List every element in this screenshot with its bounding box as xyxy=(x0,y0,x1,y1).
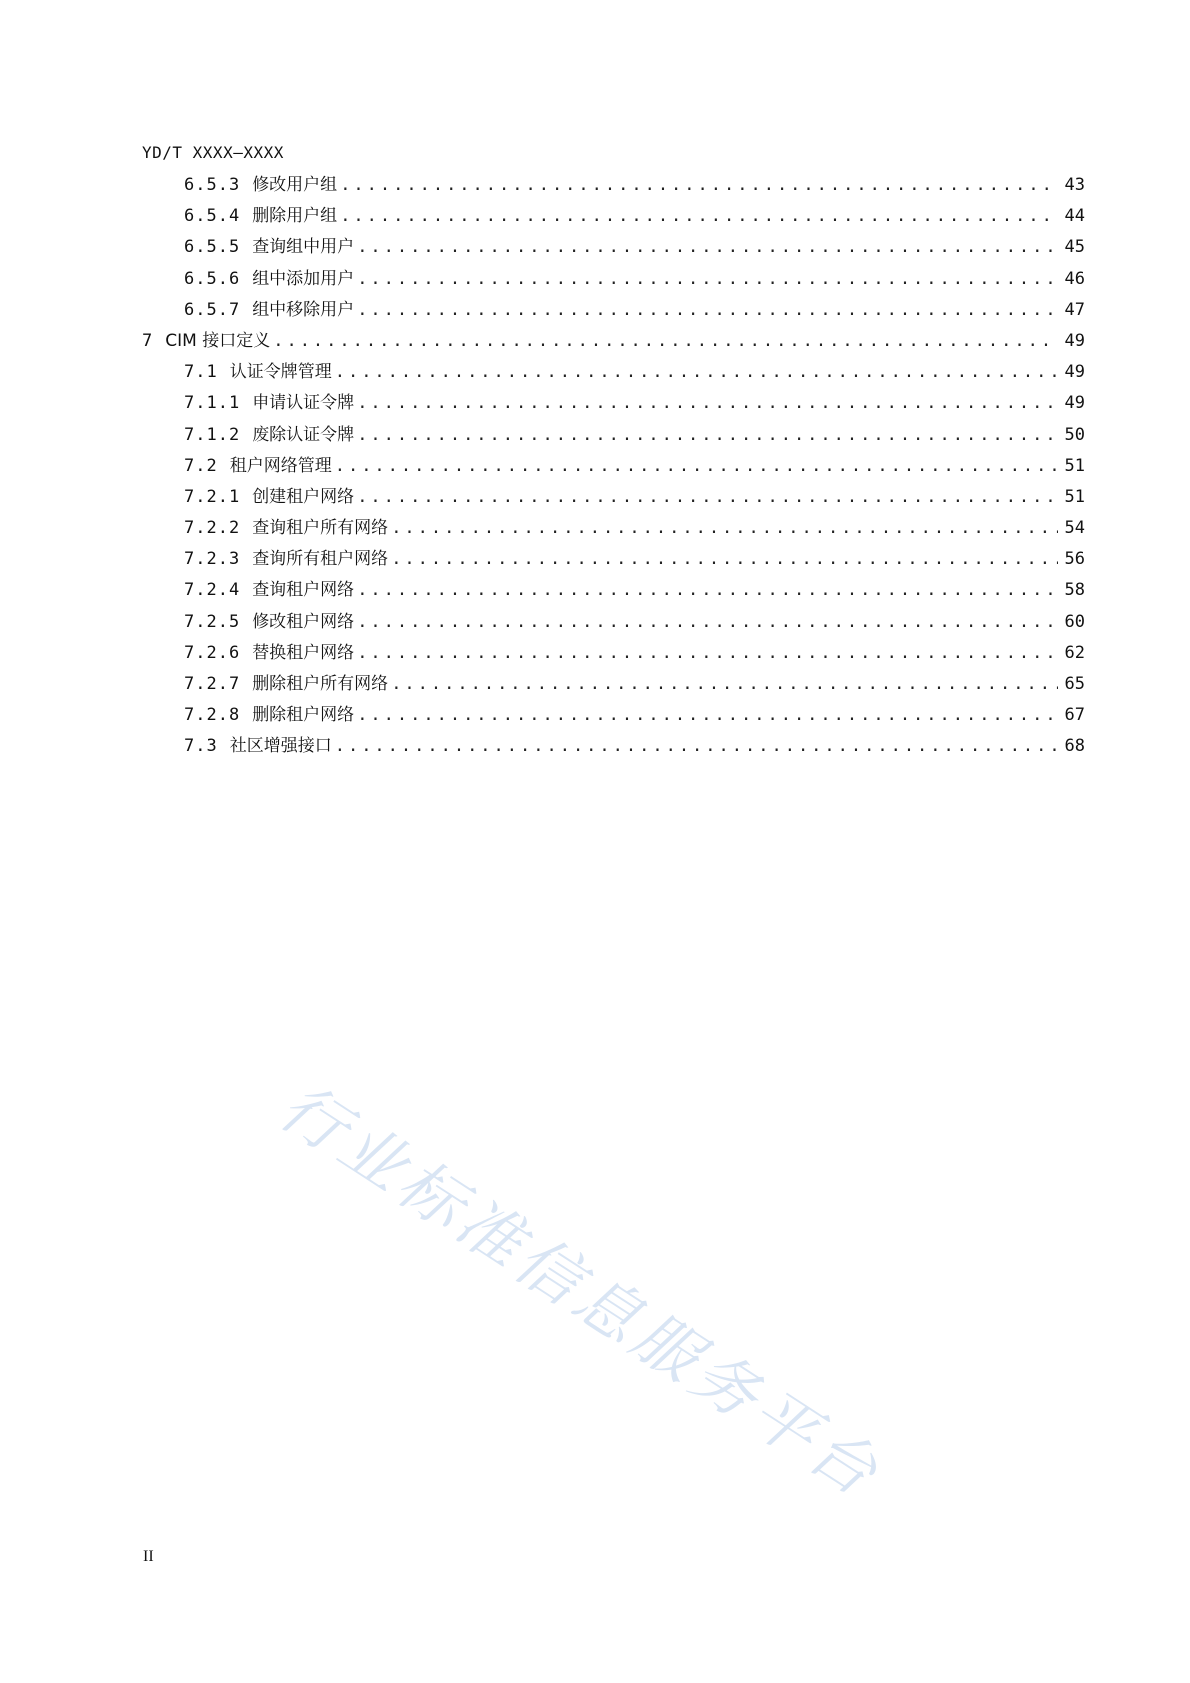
toc-entry-page: 49 xyxy=(1064,362,1085,383)
page-number: II xyxy=(143,1548,154,1565)
toc-entry-title: 查询所有租户网络 xyxy=(252,549,389,570)
toc-entry-title: 租户网络管理 xyxy=(229,455,332,476)
toc-entry[interactable] xyxy=(142,669,1085,700)
toc-entry-page: 54 xyxy=(1064,518,1085,539)
toc-entry[interactable] xyxy=(142,638,1085,669)
toc-entry-number: 7.2.7 xyxy=(184,674,241,694)
toc-entry-page: 44 xyxy=(1064,206,1085,227)
toc-dot-leader xyxy=(391,674,1058,694)
toc-entry-number: 7.1 xyxy=(184,362,218,383)
toc-entry-number: 7.1.1 xyxy=(184,393,241,414)
toc-entry-number: 7.2.1 xyxy=(184,486,241,507)
toc-entry-title: 修改用户组 xyxy=(252,175,338,195)
toc-entry-title: 删除用户组 xyxy=(252,206,338,227)
toc-entry-number: 6.5.6 xyxy=(184,268,241,289)
toc-dot-leader xyxy=(357,705,1058,725)
toc-entry[interactable] xyxy=(142,295,1085,326)
toc-entry-page: 51 xyxy=(1064,486,1085,507)
toc-dot-leader xyxy=(335,362,1058,382)
toc-entry-number: 7.2 xyxy=(184,455,218,476)
toc-entry-title: CIM 接口定义 xyxy=(165,330,271,351)
toc-entry-page: 67 xyxy=(1064,705,1085,726)
toc-entry-number: 6.5.5 xyxy=(184,237,241,258)
toc-entry-title: 组中添加用户 xyxy=(252,268,355,289)
toc-entry[interactable] xyxy=(142,420,1085,451)
toc-entry-page: 68 xyxy=(1064,736,1085,757)
toc-entry-number: 6.5.3 xyxy=(184,175,241,195)
toc-entry[interactable] xyxy=(142,482,1085,513)
toc-entry[interactable] xyxy=(142,201,1085,232)
toc-dot-leader xyxy=(340,175,1058,195)
toc-entry[interactable] xyxy=(142,357,1085,388)
standard-code-header: YD/T XXXX—XXXX xyxy=(142,143,284,162)
toc-entry-page: 60 xyxy=(1064,611,1085,632)
toc-dot-leader xyxy=(357,612,1058,632)
toc-entry-title: 认证令牌管理 xyxy=(229,362,332,383)
toc-entry-title: 删除租户所有网络 xyxy=(252,674,389,694)
toc-entry-page: 43 xyxy=(1064,175,1085,195)
toc-entry-number: 7.2.2 xyxy=(184,518,241,539)
toc-entry-page: 46 xyxy=(1064,268,1085,289)
toc-entry-number: 7.2.5 xyxy=(184,611,241,632)
toc-dot-leader xyxy=(357,425,1058,445)
toc-dot-leader xyxy=(340,206,1058,226)
toc-dot-leader xyxy=(335,736,1058,756)
toc-entry[interactable] xyxy=(142,170,1085,201)
toc-entry-number: 7.2.4 xyxy=(184,580,241,601)
toc-entry-page: 56 xyxy=(1064,549,1085,570)
toc-dot-leader xyxy=(357,300,1058,320)
toc-entry-number: 6.5.7 xyxy=(184,299,241,320)
toc-entry[interactable] xyxy=(142,326,1085,357)
toc-entry-page: 49 xyxy=(1064,393,1085,414)
toc-entry-title: 组中移除用户 xyxy=(252,299,355,320)
table-of-contents xyxy=(142,170,1085,763)
toc-entry[interactable] xyxy=(142,700,1085,731)
toc-entry-number: 7.2.8 xyxy=(184,705,241,726)
toc-dot-leader xyxy=(273,331,1058,351)
toc-entry[interactable] xyxy=(142,575,1085,606)
toc-entry-page: 47 xyxy=(1064,299,1085,320)
toc-dot-leader xyxy=(335,456,1058,476)
toc-entry[interactable] xyxy=(142,388,1085,419)
toc-entry-page: 62 xyxy=(1064,642,1085,663)
toc-entry-number: 6.5.4 xyxy=(184,206,241,227)
toc-entry-page: 49 xyxy=(1064,330,1085,351)
toc-entry-number: 7.1.2 xyxy=(184,424,241,445)
watermark: 行业标准信息服务平台 xyxy=(266,1070,894,1514)
toc-entry-title: 替换租户网络 xyxy=(252,642,355,663)
toc-entry-title: 查询租户网络 xyxy=(252,580,355,601)
toc-entry-title: 创建租户网络 xyxy=(252,486,355,507)
toc-entry-title: 社区增强接口 xyxy=(229,736,332,757)
toc-dot-leader xyxy=(357,487,1058,507)
toc-entry[interactable] xyxy=(142,451,1085,482)
toc-entry-page: 51 xyxy=(1064,455,1085,476)
toc-dot-leader xyxy=(357,393,1058,413)
toc-entry-title: 查询租户所有网络 xyxy=(252,518,389,539)
toc-dot-leader xyxy=(357,580,1058,600)
toc-entry-title: 废除认证令牌 xyxy=(252,424,355,445)
toc-entry-number: 7.3 xyxy=(184,736,218,757)
toc-entry-page: 45 xyxy=(1064,237,1085,258)
toc-entry-title: 修改租户网络 xyxy=(252,611,355,632)
toc-dot-leader xyxy=(391,549,1058,569)
toc-entry[interactable] xyxy=(142,264,1085,295)
toc-entry[interactable] xyxy=(142,232,1085,263)
toc-entry[interactable] xyxy=(142,607,1085,638)
toc-dot-leader xyxy=(357,643,1058,663)
toc-entry-page: 50 xyxy=(1064,424,1085,445)
toc-entry-number: 7.2.3 xyxy=(184,549,241,570)
toc-dot-leader xyxy=(391,518,1058,538)
toc-entry-page: 58 xyxy=(1064,580,1085,601)
toc-entry[interactable] xyxy=(142,544,1085,575)
toc-dot-leader xyxy=(357,237,1058,257)
toc-entry-number: 7.2.6 xyxy=(184,642,241,663)
toc-dot-leader xyxy=(357,269,1058,289)
toc-entry-title: 删除租户网络 xyxy=(252,705,355,726)
toc-entry-page: 65 xyxy=(1064,674,1085,694)
toc-entry[interactable] xyxy=(142,513,1085,544)
toc-entry-number: 7 xyxy=(142,330,154,351)
toc-entry-title: 查询组中用户 xyxy=(252,237,355,258)
toc-entry-title: 申请认证令牌 xyxy=(252,393,355,414)
toc-entry[interactable] xyxy=(142,731,1085,762)
